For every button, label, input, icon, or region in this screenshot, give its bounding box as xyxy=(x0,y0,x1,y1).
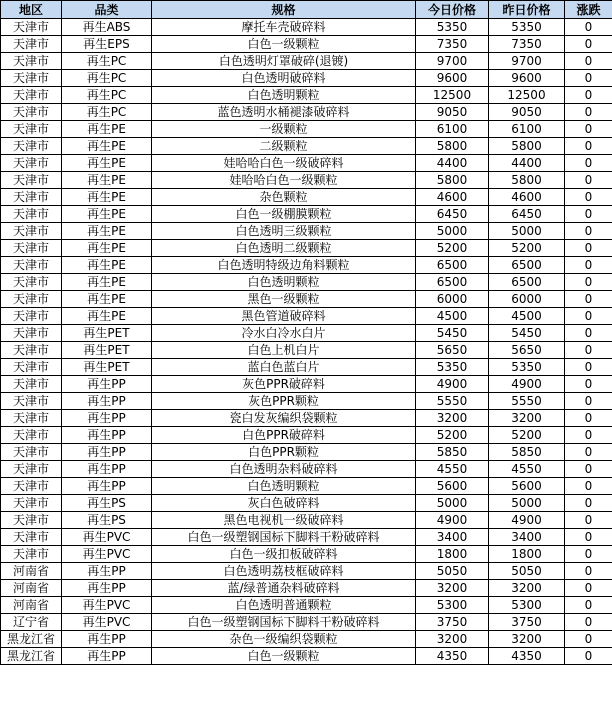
cell-spec: 白色一级颗粒 xyxy=(152,36,416,53)
cell-change: 0 xyxy=(565,206,612,223)
cell-today-price: 5350 xyxy=(416,19,489,36)
cell-yesterday-price: 6450 xyxy=(489,206,565,223)
cell-region: 天津市 xyxy=(1,121,62,138)
table-row xyxy=(1,580,612,597)
table-row xyxy=(1,546,612,563)
cell-category: 再生PET xyxy=(62,325,152,342)
cell-category: 再生PP xyxy=(62,444,152,461)
table-row xyxy=(1,342,612,359)
cell-region: 天津市 xyxy=(1,325,62,342)
cell-today-price: 5200 xyxy=(416,240,489,257)
cell-region: 天津市 xyxy=(1,223,62,240)
cell-region: 天津市 xyxy=(1,342,62,359)
table-row xyxy=(1,325,612,342)
cell-yesterday-price: 5800 xyxy=(489,172,565,189)
cell-region: 天津市 xyxy=(1,308,62,325)
cell-change: 0 xyxy=(565,478,612,495)
cell-region: 天津市 xyxy=(1,138,62,155)
cell-region: 河南省 xyxy=(1,597,62,614)
table-row xyxy=(1,308,612,325)
cell-change: 0 xyxy=(565,172,612,189)
cell-spec: 蓝色透明水桶褪漆破碎料 xyxy=(152,104,416,121)
cell-category: 再生PP xyxy=(62,648,152,665)
cell-yesterday-price: 6500 xyxy=(489,257,565,274)
table-row xyxy=(1,70,612,87)
cell-spec: 灰白色破碎料 xyxy=(152,495,416,512)
cell-today-price: 4400 xyxy=(416,155,489,172)
cell-yesterday-price: 4900 xyxy=(489,512,565,529)
cell-yesterday-price: 9600 xyxy=(489,70,565,87)
cell-region: 天津市 xyxy=(1,257,62,274)
cell-today-price: 5000 xyxy=(416,495,489,512)
table-row xyxy=(1,393,612,410)
cell-today-price: 5350 xyxy=(416,359,489,376)
table-row xyxy=(1,274,612,291)
cell-category: 再生PP xyxy=(62,393,152,410)
cell-region: 天津市 xyxy=(1,291,62,308)
cell-region: 天津市 xyxy=(1,427,62,444)
cell-today-price: 12500 xyxy=(416,87,489,104)
cell-spec: 白色上机白片 xyxy=(152,342,416,359)
table-row xyxy=(1,614,612,631)
cell-today-price: 5050 xyxy=(416,563,489,580)
cell-category: 再生PC xyxy=(62,70,152,87)
cell-spec: 白色透明杂料破碎料 xyxy=(152,461,416,478)
cell-change: 0 xyxy=(565,138,612,155)
cell-category: 再生PP xyxy=(62,631,152,648)
cell-region: 天津市 xyxy=(1,546,62,563)
table-row xyxy=(1,563,612,580)
cell-change: 0 xyxy=(565,359,612,376)
cell-region: 天津市 xyxy=(1,19,62,36)
table-row xyxy=(1,36,612,53)
cell-category: 再生PC xyxy=(62,104,152,121)
cell-change: 0 xyxy=(565,121,612,138)
cell-change: 0 xyxy=(565,563,612,580)
table-row xyxy=(1,461,612,478)
cell-spec: 白色一级扣板破碎料 xyxy=(152,546,416,563)
cell-category: 再生PE xyxy=(62,274,152,291)
cell-spec: 白色透明灯罩破碎(退镀) xyxy=(152,53,416,70)
cell-region: 天津市 xyxy=(1,70,62,87)
cell-today-price: 6500 xyxy=(416,274,489,291)
cell-region: 天津市 xyxy=(1,410,62,427)
table-row xyxy=(1,206,612,223)
header-category: 品类 xyxy=(62,1,152,19)
header-today-price: 今日价格 xyxy=(416,1,489,19)
table-row xyxy=(1,53,612,70)
cell-region: 天津市 xyxy=(1,206,62,223)
cell-category: 再生PE xyxy=(62,206,152,223)
cell-category: 再生PE xyxy=(62,257,152,274)
table-row xyxy=(1,444,612,461)
cell-today-price: 1800 xyxy=(416,546,489,563)
cell-spec: 白色透明荔枝框破碎料 xyxy=(152,563,416,580)
cell-change: 0 xyxy=(565,189,612,206)
cell-today-price: 5300 xyxy=(416,597,489,614)
cell-spec: 白色透明二级颗粒 xyxy=(152,240,416,257)
cell-spec: 杂色颗粒 xyxy=(152,189,416,206)
table-row xyxy=(1,427,612,444)
cell-change: 0 xyxy=(565,342,612,359)
cell-spec: 一级颗粒 xyxy=(152,121,416,138)
cell-yesterday-price: 5650 xyxy=(489,342,565,359)
header-change: 涨跌 xyxy=(565,1,612,19)
cell-spec: 灰色PPR颗粒 xyxy=(152,393,416,410)
cell-change: 0 xyxy=(565,53,612,70)
cell-region: 辽宁省 xyxy=(1,614,62,631)
table-row xyxy=(1,512,612,529)
cell-today-price: 6450 xyxy=(416,206,489,223)
cell-yesterday-price: 7350 xyxy=(489,36,565,53)
cell-today-price: 7350 xyxy=(416,36,489,53)
cell-region: 天津市 xyxy=(1,376,62,393)
cell-spec: 蓝白色蓝白片 xyxy=(152,359,416,376)
table-row xyxy=(1,410,612,427)
cell-region: 天津市 xyxy=(1,359,62,376)
cell-spec: 娃哈哈白色一级颗粒 xyxy=(152,172,416,189)
cell-today-price: 3200 xyxy=(416,580,489,597)
cell-yesterday-price: 3750 xyxy=(489,614,565,631)
cell-yesterday-price: 3200 xyxy=(489,410,565,427)
cell-category: 再生PE xyxy=(62,189,152,206)
table-row xyxy=(1,257,612,274)
table-row xyxy=(1,155,612,172)
cell-category: 再生PP xyxy=(62,580,152,597)
table-row xyxy=(1,19,612,36)
cell-today-price: 9600 xyxy=(416,70,489,87)
cell-region: 天津市 xyxy=(1,393,62,410)
table-row xyxy=(1,172,612,189)
cell-category: 再生PVC xyxy=(62,597,152,614)
table-row xyxy=(1,359,612,376)
cell-yesterday-price: 5350 xyxy=(489,359,565,376)
cell-category: 再生ABS xyxy=(62,19,152,36)
cell-spec: 白色PPR颗粒 xyxy=(152,444,416,461)
cell-change: 0 xyxy=(565,444,612,461)
cell-today-price: 3200 xyxy=(416,631,489,648)
table-row xyxy=(1,529,612,546)
cell-spec: 杂色一级编织袋颗粒 xyxy=(152,631,416,648)
cell-category: 再生PS xyxy=(62,495,152,512)
cell-today-price: 6500 xyxy=(416,257,489,274)
cell-change: 0 xyxy=(565,325,612,342)
table-row xyxy=(1,87,612,104)
cell-category: 再生PP xyxy=(62,427,152,444)
cell-change: 0 xyxy=(565,155,612,172)
cell-region: 黑龙江省 xyxy=(1,648,62,665)
cell-spec: 白色透明颗粒 xyxy=(152,274,416,291)
cell-region: 黑龙江省 xyxy=(1,631,62,648)
cell-today-price: 3400 xyxy=(416,529,489,546)
cell-change: 0 xyxy=(565,257,612,274)
cell-category: 再生PE xyxy=(62,308,152,325)
cell-yesterday-price: 12500 xyxy=(489,87,565,104)
cell-yesterday-price: 6000 xyxy=(489,291,565,308)
cell-region: 天津市 xyxy=(1,495,62,512)
cell-spec: 白色透明普通颗粒 xyxy=(152,597,416,614)
cell-category: 再生EPS xyxy=(62,36,152,53)
cell-today-price: 4500 xyxy=(416,308,489,325)
cell-category: 再生PE xyxy=(62,291,152,308)
table-row xyxy=(1,597,612,614)
cell-region: 河南省 xyxy=(1,563,62,580)
cell-spec: 二级颗粒 xyxy=(152,138,416,155)
cell-region: 天津市 xyxy=(1,529,62,546)
cell-change: 0 xyxy=(565,512,612,529)
cell-change: 0 xyxy=(565,87,612,104)
cell-yesterday-price: 6100 xyxy=(489,121,565,138)
cell-yesterday-price: 3200 xyxy=(489,631,565,648)
cell-category: 再生PVC xyxy=(62,614,152,631)
cell-yesterday-price: 5300 xyxy=(489,597,565,614)
cell-today-price: 5850 xyxy=(416,444,489,461)
cell-category: 再生PE xyxy=(62,155,152,172)
cell-today-price: 3200 xyxy=(416,410,489,427)
cell-today-price: 4350 xyxy=(416,648,489,665)
cell-category: 再生PS xyxy=(62,512,152,529)
cell-region: 天津市 xyxy=(1,240,62,257)
cell-today-price: 5650 xyxy=(416,342,489,359)
cell-yesterday-price: 5200 xyxy=(489,427,565,444)
cell-spec: 瓷白发灰编织袋颗粒 xyxy=(152,410,416,427)
cell-spec: 白色一级塑钢国标下脚料干粉破碎料 xyxy=(152,529,416,546)
cell-change: 0 xyxy=(565,546,612,563)
cell-yesterday-price: 5350 xyxy=(489,19,565,36)
cell-spec: 白色透明特级边角料颗粒 xyxy=(152,257,416,274)
cell-category: 再生PVC xyxy=(62,546,152,563)
table-row xyxy=(1,495,612,512)
header-yesterday-price: 昨日价格 xyxy=(489,1,565,19)
cell-change: 0 xyxy=(565,36,612,53)
cell-region: 天津市 xyxy=(1,512,62,529)
table-row xyxy=(1,189,612,206)
cell-spec: 白色一级颗粒 xyxy=(152,648,416,665)
cell-region: 天津市 xyxy=(1,274,62,291)
cell-yesterday-price: 5800 xyxy=(489,138,565,155)
cell-change: 0 xyxy=(565,70,612,87)
cell-yesterday-price: 3200 xyxy=(489,580,565,597)
cell-spec: 白色透明破碎料 xyxy=(152,70,416,87)
table-row xyxy=(1,291,612,308)
cell-today-price: 5200 xyxy=(416,427,489,444)
cell-today-price: 5000 xyxy=(416,223,489,240)
cell-yesterday-price: 4500 xyxy=(489,308,565,325)
cell-category: 再生PET xyxy=(62,342,152,359)
cell-category: 再生PE xyxy=(62,223,152,240)
cell-region: 河南省 xyxy=(1,580,62,597)
cell-today-price: 4900 xyxy=(416,376,489,393)
cell-today-price: 5550 xyxy=(416,393,489,410)
cell-spec: 白色一级棚膜颗粒 xyxy=(152,206,416,223)
cell-change: 0 xyxy=(565,648,612,665)
cell-today-price: 6100 xyxy=(416,121,489,138)
cell-change: 0 xyxy=(565,410,612,427)
cell-change: 0 xyxy=(565,461,612,478)
cell-category: 再生PP xyxy=(62,478,152,495)
cell-category: 再生PE xyxy=(62,172,152,189)
cell-spec: 白色透明颗粒 xyxy=(152,87,416,104)
cell-yesterday-price: 9700 xyxy=(489,53,565,70)
cell-change: 0 xyxy=(565,597,612,614)
cell-category: 再生PE xyxy=(62,121,152,138)
cell-change: 0 xyxy=(565,104,612,121)
cell-today-price: 9700 xyxy=(416,53,489,70)
table-body xyxy=(1,19,612,665)
cell-yesterday-price: 5050 xyxy=(489,563,565,580)
cell-region: 天津市 xyxy=(1,444,62,461)
cell-change: 0 xyxy=(565,580,612,597)
cell-today-price: 4600 xyxy=(416,189,489,206)
cell-yesterday-price: 4600 xyxy=(489,189,565,206)
cell-change: 0 xyxy=(565,393,612,410)
table-row xyxy=(1,631,612,648)
cell-yesterday-price: 5000 xyxy=(489,495,565,512)
cell-change: 0 xyxy=(565,274,612,291)
cell-today-price: 4900 xyxy=(416,512,489,529)
cell-change: 0 xyxy=(565,529,612,546)
header-row xyxy=(1,1,612,19)
cell-change: 0 xyxy=(565,376,612,393)
cell-region: 天津市 xyxy=(1,461,62,478)
table-row xyxy=(1,376,612,393)
cell-change: 0 xyxy=(565,427,612,444)
cell-yesterday-price: 5850 xyxy=(489,444,565,461)
cell-today-price: 5600 xyxy=(416,478,489,495)
cell-today-price: 4550 xyxy=(416,461,489,478)
cell-spec: 白色透明三级颗粒 xyxy=(152,223,416,240)
cell-today-price: 3750 xyxy=(416,614,489,631)
cell-region: 天津市 xyxy=(1,155,62,172)
cell-yesterday-price: 5550 xyxy=(489,393,565,410)
cell-spec: 蓝/绿普通杂料破碎料 xyxy=(152,580,416,597)
cell-yesterday-price: 5600 xyxy=(489,478,565,495)
cell-spec: 灰色PPR破碎料 xyxy=(152,376,416,393)
header-spec: 规格 xyxy=(152,1,416,19)
table-row xyxy=(1,223,612,240)
cell-today-price: 5800 xyxy=(416,172,489,189)
cell-spec: 黑色电视机一级破碎料 xyxy=(152,512,416,529)
cell-category: 再生PVC xyxy=(62,529,152,546)
cell-category: 再生PP xyxy=(62,376,152,393)
cell-yesterday-price: 9050 xyxy=(489,104,565,121)
cell-region: 天津市 xyxy=(1,87,62,104)
cell-category: 再生PP xyxy=(62,461,152,478)
cell-yesterday-price: 1800 xyxy=(489,546,565,563)
cell-yesterday-price: 4350 xyxy=(489,648,565,665)
cell-spec: 黑色一级颗粒 xyxy=(152,291,416,308)
cell-category: 再生PP xyxy=(62,410,152,427)
cell-spec: 冷水白冷水白片 xyxy=(152,325,416,342)
cell-change: 0 xyxy=(565,631,612,648)
cell-spec: 黑色管道破碎料 xyxy=(152,308,416,325)
cell-spec: 白色PPR破碎料 xyxy=(152,427,416,444)
cell-region: 天津市 xyxy=(1,53,62,70)
cell-spec: 白色一级塑钢国标下脚料干粉破碎料 xyxy=(152,614,416,631)
cell-yesterday-price: 5200 xyxy=(489,240,565,257)
cell-spec: 摩托车壳破碎料 xyxy=(152,19,416,36)
cell-change: 0 xyxy=(565,291,612,308)
cell-region: 天津市 xyxy=(1,36,62,53)
cell-today-price: 5800 xyxy=(416,138,489,155)
cell-today-price: 6000 xyxy=(416,291,489,308)
cell-yesterday-price: 5450 xyxy=(489,325,565,342)
cell-spec: 娃哈哈白色一级破碎料 xyxy=(152,155,416,172)
cell-category: 再生PC xyxy=(62,87,152,104)
cell-change: 0 xyxy=(565,240,612,257)
cell-change: 0 xyxy=(565,614,612,631)
table-row xyxy=(1,121,612,138)
cell-region: 天津市 xyxy=(1,478,62,495)
cell-category: 再生PET xyxy=(62,359,152,376)
cell-category: 再生PP xyxy=(62,563,152,580)
cell-today-price: 5450 xyxy=(416,325,489,342)
cell-yesterday-price: 4900 xyxy=(489,376,565,393)
cell-change: 0 xyxy=(565,495,612,512)
cell-category: 再生PE xyxy=(62,240,152,257)
cell-yesterday-price: 5000 xyxy=(489,223,565,240)
cell-change: 0 xyxy=(565,223,612,240)
cell-region: 天津市 xyxy=(1,104,62,121)
cell-today-price: 9050 xyxy=(416,104,489,121)
cell-change: 0 xyxy=(565,308,612,325)
cell-yesterday-price: 6500 xyxy=(489,274,565,291)
cell-category: 再生PC xyxy=(62,53,152,70)
cell-spec: 白色透明颗粒 xyxy=(152,478,416,495)
cell-category: 再生PE xyxy=(62,138,152,155)
cell-change: 0 xyxy=(565,19,612,36)
cell-yesterday-price: 3400 xyxy=(489,529,565,546)
header-region: 地区 xyxy=(1,1,62,19)
table-row xyxy=(1,104,612,121)
cell-yesterday-price: 4550 xyxy=(489,461,565,478)
table-row xyxy=(1,240,612,257)
cell-region: 天津市 xyxy=(1,172,62,189)
table-row xyxy=(1,648,612,665)
cell-region: 天津市 xyxy=(1,189,62,206)
table-row xyxy=(1,138,612,155)
table-row xyxy=(1,478,612,495)
cell-yesterday-price: 4400 xyxy=(489,155,565,172)
